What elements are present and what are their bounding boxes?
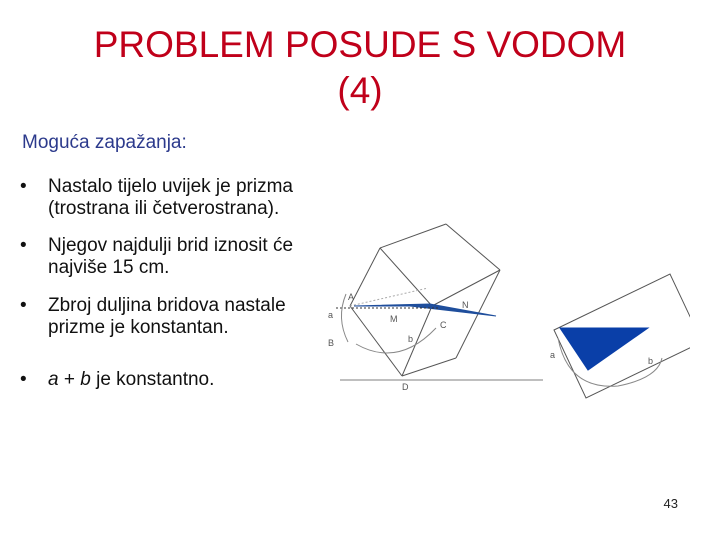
bullet-dot: • [20, 176, 27, 197]
arc-b [356, 328, 436, 353]
box-edge [380, 248, 432, 306]
label-b: b [408, 334, 414, 344]
box-edge [402, 358, 456, 376]
bullet-item [20, 295, 320, 339]
box-edge [350, 248, 380, 306]
bullet-text [48, 369, 214, 390]
label-b-right: b [648, 356, 654, 366]
bullet-item [20, 176, 320, 220]
label-C: C [440, 320, 447, 330]
plus-sign: + [58, 369, 81, 390]
rotated-square-diagram [554, 274, 690, 398]
slide-title [0, 22, 720, 114]
bullet-text: Zbroj duljina bridova nastale prizme je konstantan. [48, 295, 286, 338]
bullet-dot: • [20, 235, 27, 256]
bullet-text: Njegov najdulji brid iznosit će najviše 15 cm. [48, 235, 294, 278]
bullet-item [20, 369, 320, 391]
variable-a: a [48, 369, 59, 390]
bullet-dot: • [20, 295, 27, 316]
label-N: N [462, 300, 469, 310]
bullet-text: Nastalo tijelo uvijek je prizma (trostrana ili četverostrana). [48, 176, 293, 219]
slide-title-line1: PROBLEM POSUDE S VODOM [93, 24, 627, 65]
box-edge [446, 224, 500, 270]
bullet-list [20, 176, 320, 406]
label-B: B [328, 338, 335, 348]
bullet-dot: • [20, 369, 27, 390]
label-A: A [348, 292, 355, 302]
bullet4-rest: je konstantno. [90, 369, 215, 390]
water-surface [354, 304, 496, 316]
tilted-box-diagram [336, 224, 543, 380]
box-edge-hidden [350, 288, 428, 306]
variable-b: b [80, 369, 91, 390]
slide-subtitle: Moguća zapažanja: [22, 132, 187, 153]
water-triangle [560, 328, 648, 370]
label-a-right: a [550, 350, 556, 360]
bullet-item [20, 235, 338, 279]
label-D: D [402, 382, 409, 392]
page-number: 43 [663, 496, 678, 511]
prism-figure [318, 218, 690, 408]
slide-title-line2: (4) [337, 70, 383, 111]
box-edge [402, 306, 432, 376]
label-M: M [390, 314, 398, 324]
box-edge [380, 224, 446, 248]
label-a: a [328, 310, 334, 320]
